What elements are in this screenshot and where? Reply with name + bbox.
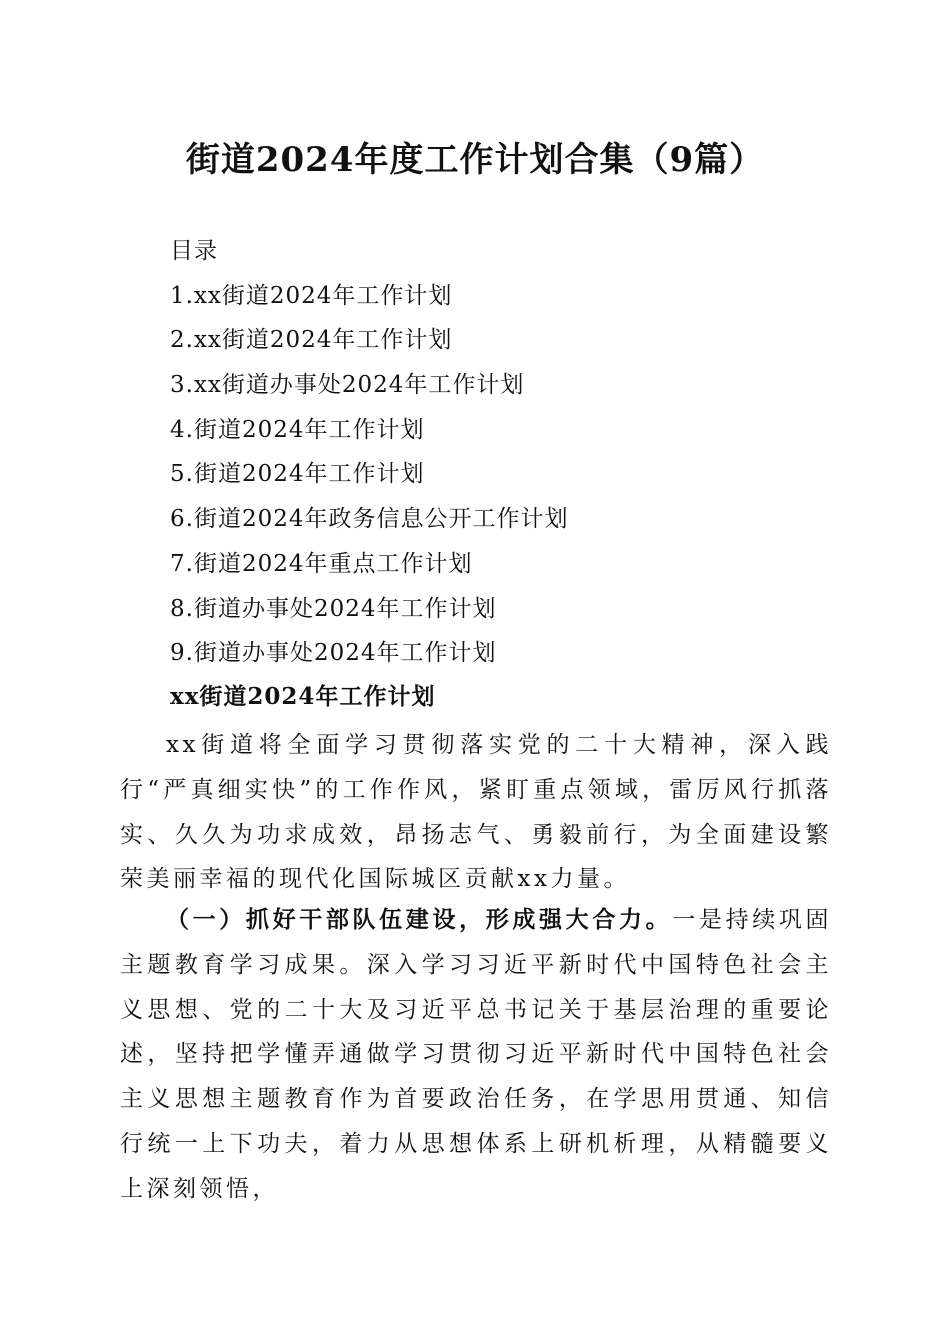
document-title: 街道2024年度工作计划合集（9篇） <box>185 140 765 180</box>
point-one-paragraph <box>120 898 832 1212</box>
toc-item: 5.街道2024年工作计划 <box>170 461 425 488</box>
toc-item: 8.街道办事处2024年工作计划 <box>170 595 497 622</box>
toc-item: 2.xx街道2024年工作计划 <box>170 327 453 354</box>
toc-item: 4.街道2024年工作计划 <box>170 416 425 443</box>
point-one-text: 一是持续巩固主题教育学习成果。深入学习习近平新时代中国特色社会主义思想、党的二十大及习近平总书记关于基层治理的重要论述，坚持把学懂弄通做学习贯彻习近平新时代中国特色社会主义思想主题教育作为首要政治任务，在学思用贯通、知信行统一上下功夫，着力从思想体系上研机析理，从精髓要义上深刻领悟， <box>120 907 833 1202</box>
toc-heading: 目录 <box>170 238 218 264</box>
toc-item: 6.街道2024年政务信息公开工作计划 <box>170 506 569 533</box>
toc-item: 3.xx街道办事处2024年工作计划 <box>170 372 525 399</box>
toc-item: 7.街道2024年重点工作计划 <box>170 550 473 577</box>
toc-item: 9.街道办事处2024年工作计划 <box>170 640 497 667</box>
point-one-lead: （一）抓好干部队伍建设，形成强大合力。 <box>166 906 673 933</box>
table-of-contents <box>170 229 870 676</box>
section-title: xx街道2024年工作计划 <box>170 683 436 710</box>
toc-item: 1.xx街道2024年工作计划 <box>170 282 453 309</box>
intro-paragraph: xx街道将全面学习贯彻落实党的二十大精神，深入践行“严真细实快”的工作作风，紧盯重点领域，雷厉风行抓落实、久久为功求成效，昂扬志气、勇毅前行，为全面建设繁荣美丽幸福的现代化国际城区贡献xx力量。 <box>120 732 832 893</box>
